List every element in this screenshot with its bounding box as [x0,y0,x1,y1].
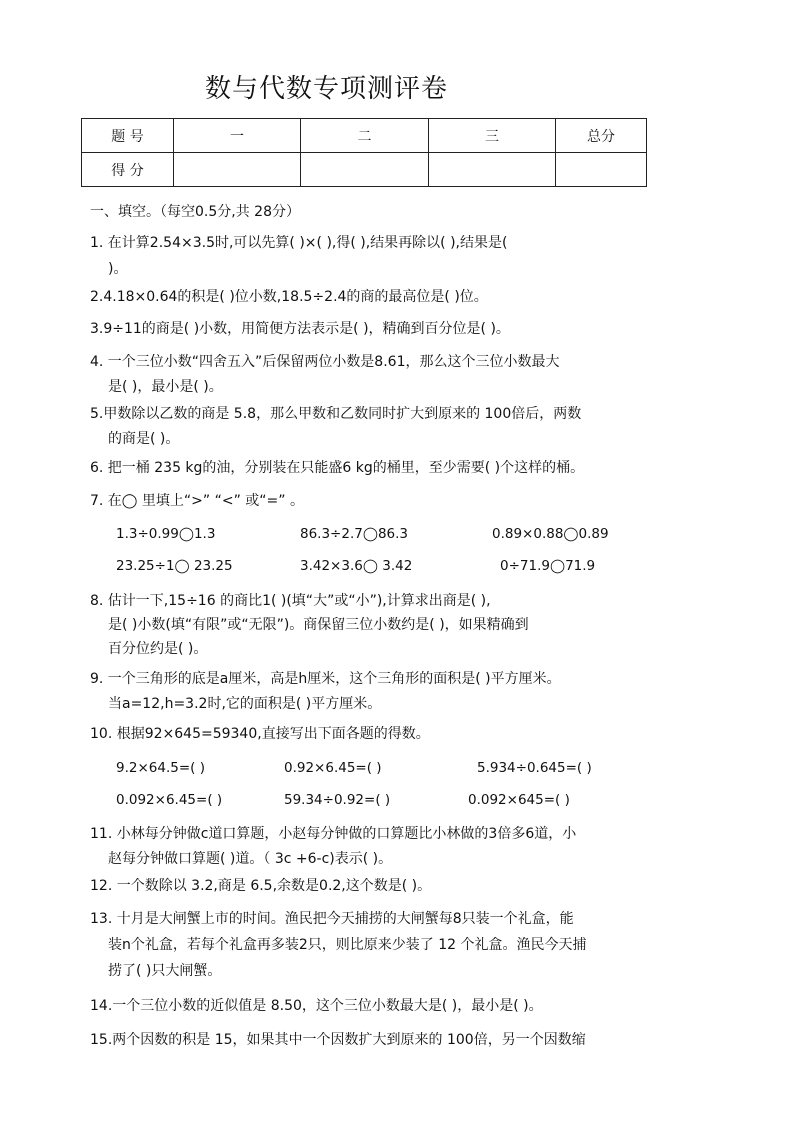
question-line: 2.4.18×0.64的积是( )位小数,18.5÷2.4的商的最高位是( )位。 [90,289,488,305]
calc-item: 59.34÷0.92=( ) [284,792,391,808]
question-line: 当a=12,h=3.2时,它的面积是( )平方厘米。 [108,696,382,712]
table-cell: 得 分 [82,153,174,187]
score-cell [556,153,647,187]
question-line: 的商是( )。 [108,431,180,447]
table-cell: 三 [429,119,556,153]
calc-item: 0.92×6.45=( ) [284,760,382,776]
score-table [81,118,647,187]
question-line: 赵每分钟做口算题( )道。（ 3c +6-c)表示( )。 [108,851,393,867]
question-line: 14.一个三位小数的近似值是 8.50，这个三位小数最大是( )，最小是( )。 [90,998,543,1014]
table-cell: 一 [174,119,301,153]
calc-item: 0.092×645=( ) [468,792,570,808]
question-line: 是( )小数(填“有限”或“无限”)。商保留三位小数约是( )，如果精确到 [108,617,529,633]
question-line: 12. 一个数除以 3.2,商是 6.5,余数是0.2,这个数是( )。 [90,878,432,894]
question-line: 7. 在◯ 里填上“>” “<” 或“=” 。 [90,493,304,509]
question-line: 百分位约是( )。 [108,641,208,657]
comparison-item: 3.42×3.6◯ 3.42 [300,558,413,574]
page-title: 数与代数专项测评卷 [205,74,449,104]
section-heading: 一、填空。（每空0.5分,共 28分） [90,204,300,220]
comparison-item: 86.3÷2.7◯86.3 [300,526,409,542]
comparison-item: 0.89×0.88◯0.89 [492,526,609,542]
table-cell: 二 [301,119,429,153]
question-line: 9. 一个三角形的底是a厘米，高是h厘米，这个三角形的面积是( )平方厘米。 [90,671,561,687]
score-table-score-row [82,153,647,187]
question-line: 6. 把一桶 235 kg的油，分别装在只能盛6 kg的桶里，至少需要( )个这样的桶。 [90,460,585,476]
table-cell: 总分 [556,119,647,153]
calc-item: 9.2×64.5=( ) [116,760,205,776]
question-line: 10. 根据92×645=59340,直接写出下面各题的得数。 [90,726,430,742]
question-line: 是( )，最小是( )。 [108,379,223,395]
table-cell: 题 号 [82,119,174,153]
question-line: 15.两个因数的积是 15，如果其中一个因数扩大到原来的 100倍，另一个因数缩 [90,1032,586,1048]
question-line: 8. 估计一下,15÷16 的商比1( )(填“大”或“小”),计算求出商是( ), [90,593,491,609]
score-cell [429,153,556,187]
question-line: 5.甲数除以乙数的商是 5.8，那么甲数和乙数同时扩大到原来的 100倍后，两数 [90,406,582,422]
comparison-item: 1.3÷0.99◯1.3 [116,526,216,542]
question-line: 3.9÷11的商是( )小数，用简便方法表示是( )，精确到百分位是( )。 [90,321,510,337]
question-line: 1. 在计算2.54×3.5时,可以先算( )×( ),得( ),结果再除以( ),结果是( [90,235,508,251]
question-line: 捞了( )只大闸蟹。 [108,963,222,979]
question-line: 11. 小林每分钟做c道口算题，小赵每分钟做的口算题比小林做的3倍多6道，小 [90,826,577,842]
calc-item: 5.934÷0.645=( ) [477,760,592,776]
score-cell [301,153,429,187]
question-line: 4. 一个三位小数“四舍五入”后保留两位小数是8.61，那么这个三位小数最大 [90,354,560,370]
question-line: 装n个礼盒，若每个礼盒再多装2只，则比原来少装了 12 个礼盒。渔民今天捕 [108,937,587,953]
score-cell [174,153,301,187]
question-line: )。 [108,261,128,277]
comparison-item: 0÷71.9◯71.9 [500,558,596,574]
comparison-item: 23.25÷1◯ 23.25 [116,558,233,574]
question-line: 13. 十月是大闸蟹上市的时间。渔民把今天捕捞的大闸蟹每8只装一个礼盒，能 [90,911,574,927]
calc-item: 0.092×6.45=( ) [116,792,223,808]
score-table-header-row [82,119,647,153]
